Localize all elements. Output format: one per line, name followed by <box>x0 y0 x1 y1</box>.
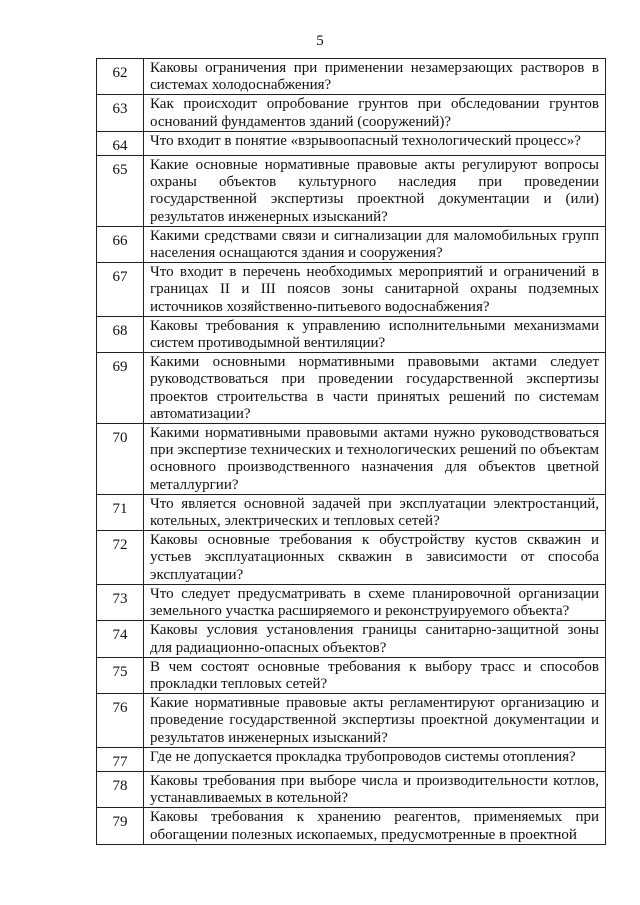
question-number: 79 <box>97 808 144 844</box>
table-row <box>97 316 606 352</box>
table-row <box>97 156 606 227</box>
question-number: 74 <box>97 621 144 657</box>
question-text: Какими нормативными правовыми актами нужно руководствоваться при экспертизе технических и технологических решений по объектам основного производственного назначения для объектов цветной металлургии? <box>144 424 606 495</box>
question-number: 64 <box>97 131 144 155</box>
question-text: Каковы ограничения при применении незамерзающих растворов в системах холодоснабжения? <box>144 59 606 95</box>
question-number: 66 <box>97 226 144 262</box>
table-row <box>97 95 606 131</box>
table-row <box>97 747 606 771</box>
table-row <box>97 584 606 620</box>
question-text: Какими основными нормативными правовыми актами следует руководствоваться при проведении государственной экспертизы проектов строительства в части принятых решений по системам автоматизации? <box>144 353 606 424</box>
question-text: Что входит в понятие «взрывоопасный технологический процесс»? <box>144 131 606 155</box>
table-row <box>97 621 606 657</box>
table-row <box>97 131 606 155</box>
question-text: Каковы требования к хранению реагентов, применяемых при обогащении полезных ископаемых, предусмотренные в проектной <box>144 808 606 844</box>
question-text: Каковы требования к управлению исполнительными механизмами систем противодымной вентиляции? <box>144 316 606 352</box>
question-text: Каковы требования при выборе числа и производительности котлов, устанавливаемых в котельной? <box>144 771 606 807</box>
question-number: 62 <box>97 59 144 95</box>
question-number: 78 <box>97 771 144 807</box>
question-text: Что входит в перечень необходимых мероприятий и ограничений в границах II и III поясов зоны санитарной охраны подземных источников хозяйственно-питьевого водоснабжения? <box>144 263 606 317</box>
table-row <box>97 424 606 495</box>
question-text: Как происходит опробование грунтов при обследовании грунтов оснований фундаментов зданий (сооружений)? <box>144 95 606 131</box>
questions-table <box>96 58 606 845</box>
question-number: 70 <box>97 424 144 495</box>
question-number: 63 <box>97 95 144 131</box>
question-number: 67 <box>97 263 144 317</box>
table-row <box>97 657 606 693</box>
question-number: 75 <box>97 657 144 693</box>
table-row <box>97 353 606 424</box>
question-number: 77 <box>97 747 144 771</box>
question-text: Какими средствами связи и сигнализации для маломобильных групп населения оснащаются здания и сооружения? <box>144 226 606 262</box>
question-number: 65 <box>97 156 144 227</box>
question-text: Что следует предусматривать в схеме планировочной организации земельного участка расширяемого и реконструируемого объекта? <box>144 584 606 620</box>
table-row <box>97 808 606 844</box>
question-number: 68 <box>97 316 144 352</box>
table-row <box>97 494 606 530</box>
question-number: 73 <box>97 584 144 620</box>
table-row <box>97 226 606 262</box>
page-number: 5 <box>316 33 324 49</box>
question-text: Каковы условия установления границы санитарно-защитной зоны для радиационно-опасных объектов? <box>144 621 606 657</box>
question-text: Каковы основные требования к обустройству кустов скважин и устьев эксплуатационных скважин в зависимости от способа эксплуатации? <box>144 531 606 585</box>
table-row <box>97 59 606 95</box>
question-number: 76 <box>97 694 144 748</box>
table-row <box>97 531 606 585</box>
question-text: Какие основные нормативные правовые акты регулируют вопросы охраны объектов культурного наследия при проведении государственной экспертизы проектной документации и (или) результатов инженерных изысканий? <box>144 156 606 227</box>
table-row <box>97 771 606 807</box>
table-row <box>97 694 606 748</box>
question-number: 72 <box>97 531 144 585</box>
question-number: 69 <box>97 353 144 424</box>
question-number: 71 <box>97 494 144 530</box>
question-text: Что является основной задачей при эксплуатации электростанций, котельных, электрических и тепловых сетей? <box>144 494 606 530</box>
question-text: В чем состоят основные требования к выбору трасс и способов прокладки тепловых сетей? <box>144 657 606 693</box>
question-text: Какие нормативные правовые акты регламентируют организацию и проведение государственной экспертизы проектной документации и результатов инженерных изысканий? <box>144 694 606 748</box>
question-text: Где не допускается прокладка трубопроводов системы отопления? <box>144 747 606 771</box>
table-row <box>97 263 606 317</box>
